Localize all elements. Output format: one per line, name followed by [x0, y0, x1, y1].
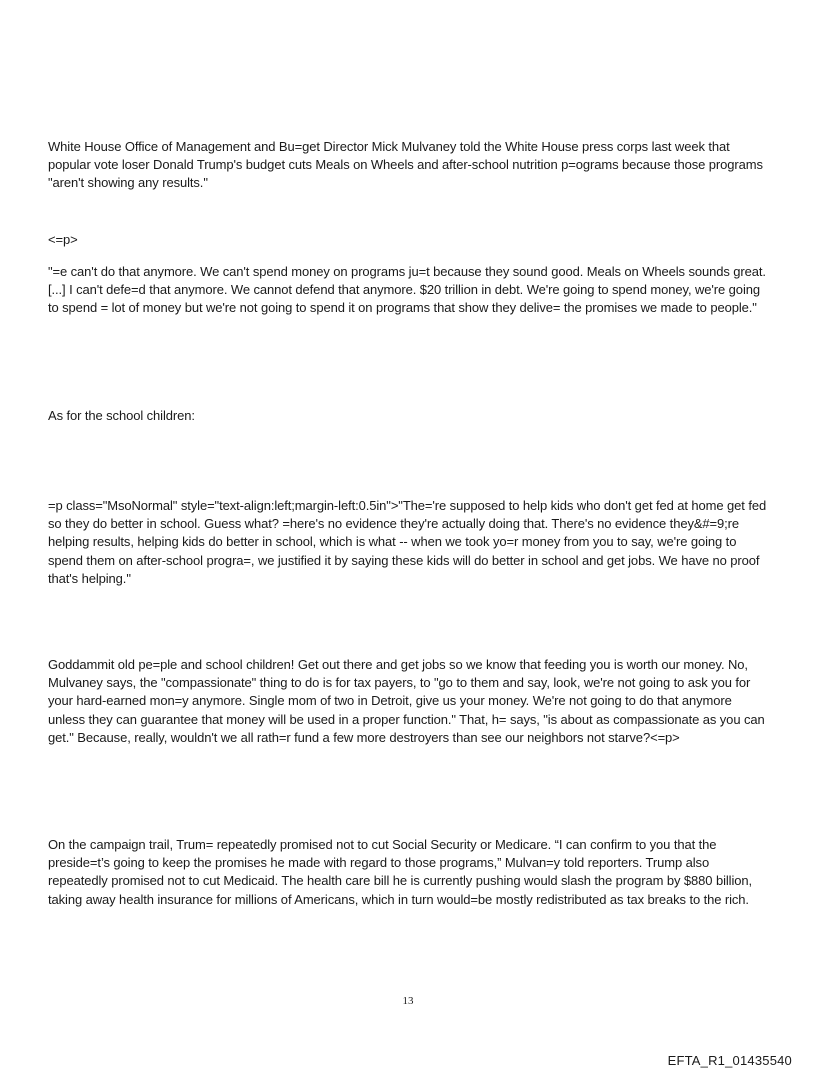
page-number: 13: [402, 995, 414, 1007]
paragraph-budget-director: White House Office of Management and Bu=get Director Mick Mulvaney told the White House press corps last week that popular vote loser Donald Trump's budget cuts Meals on Wheels and after-school nutrition p=ograms because those programs "aren't showing any results.": [48, 139, 763, 191]
paragraph-commentary: Goddammit old pe=ple and school children! Get out there and get jobs so we know that feeding you is worth our money. No, Mulvaney says, the "compassionate" thing to do is for tax payers, to "go to them and say, look, we're not going to ask you for your hard-earned mon=y anymore. Single mom of two in Detroit, give us your money. We're not going to do that anymore unless they can guarantee that money will be used in a proper function." That, h= says, "is about as compassionate as you can get." Because, really, wouldn't we all rath=r fund a few more destroyers than see our neighbors not starve?<=p>: [48, 657, 765, 745]
paragraph-quote-meals-on-wheels: "=e can't do that anymore. We can't spend money on programs ju=t because they sound good. Meals on Wheels sounds great. [...] I can't defe=d that anymore. We cannot defend that anymore. $20 trillion in debt. We're going to spend money, we're going to spend = lot of money but we're not going to spend it on programs that show they delive= the promises we made to people.": [48, 264, 766, 316]
paragraph-campaign-trail: On the campaign trail, Trum= repeatedly promised not to cut Social Security or Medicare. “I can confirm to you that the preside=t’s going to keep the promises he made with regard to those programs,” Mulvan=y told reporters. Trump also repeatedly promised not to cut Medicaid. The health care bill he is currently pushing would slash the program by $880 billion, taking away health insurance for millions of Americans, which in turn would=be mostly redistributed as tax breaks to the rich.: [48, 837, 753, 907]
paragraph-school-children: As for the school children:: [48, 408, 195, 423]
document-id: EFTA_R1_01435540: [667, 1053, 792, 1068]
paragraph-stray-tag: <=p>: [48, 232, 78, 247]
paragraph-quote-after-school: =p class="MsoNormal" style="text-align:left;margin-left:0.5in">"The='re supposed to help kids who don't get fed at home get fed so they do better in school. Guess what? =here's no evidence they're actually doing that. There's no evidence they&#=9;re helping results, helping kids do better in school, which is what -- when we took yo=r money from you to say, we're going to spend them on after-school progra=, we justified it by saying these kids will do better in school and get jobs. We have no proof that's helping.": [48, 498, 767, 586]
